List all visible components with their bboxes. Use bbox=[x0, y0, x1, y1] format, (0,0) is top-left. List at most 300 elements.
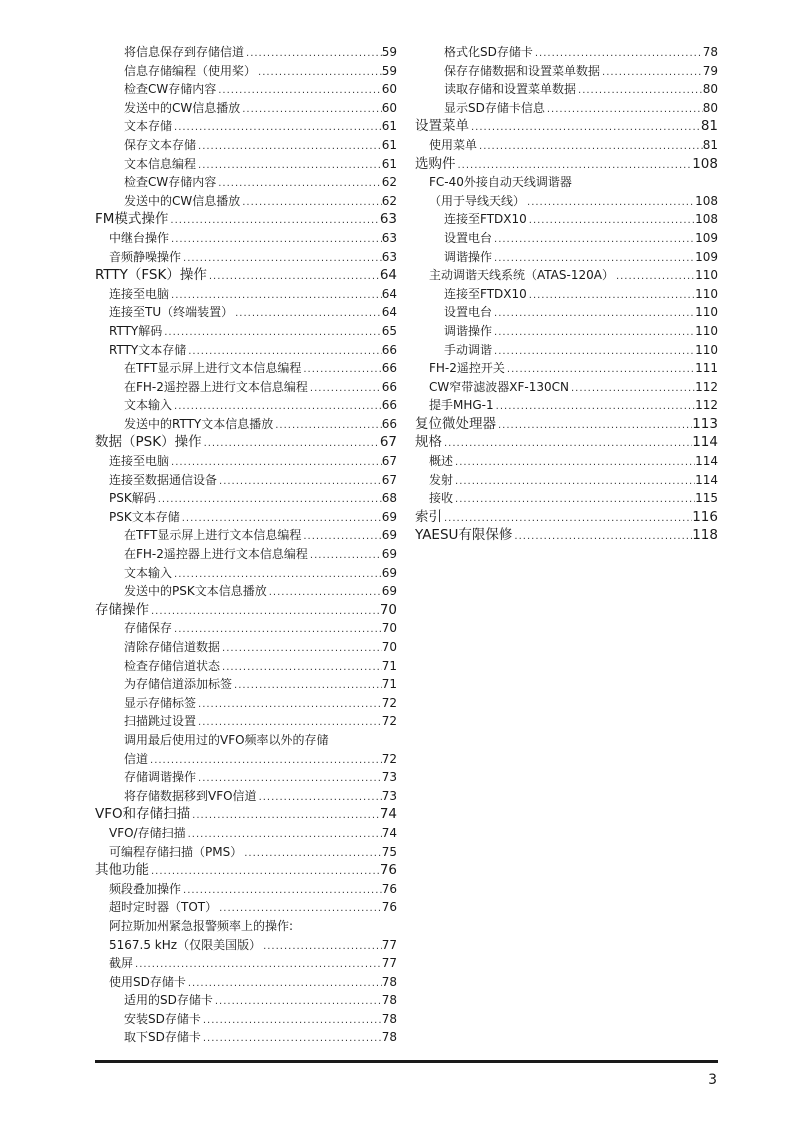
toc-entry-title: 索引 bbox=[415, 508, 442, 525]
toc-entry-title: VFO/存储扫描 bbox=[109, 825, 186, 840]
toc-entry[interactable] bbox=[415, 173, 718, 192]
toc-entry-title: 在TFT显示屏上进行文本信息编程 bbox=[124, 528, 302, 543]
toc-entry-title: RTTY文本存储 bbox=[109, 342, 187, 357]
toc-entry-title: 存储调谐操作 bbox=[124, 770, 197, 785]
toc-entry[interactable] bbox=[95, 117, 397, 136]
toc-leader-dots bbox=[201, 1030, 382, 1049]
toc-entry-title: 检查存储信道状态 bbox=[124, 658, 221, 673]
toc-entry[interactable] bbox=[415, 433, 718, 452]
toc-entry[interactable] bbox=[95, 973, 397, 992]
toc-entry[interactable] bbox=[95, 341, 397, 360]
toc-entry-page: 80 bbox=[702, 100, 718, 115]
toc-leader-dots bbox=[614, 268, 695, 287]
toc-leader-dots bbox=[492, 343, 695, 362]
toc-entry-title: 中继台操作 bbox=[109, 230, 170, 245]
toc-entry-title: PSK文本存储 bbox=[109, 509, 180, 524]
toc-entry[interactable] bbox=[95, 62, 397, 81]
toc-entry[interactable] bbox=[95, 378, 397, 397]
toc-entry[interactable] bbox=[95, 694, 397, 713]
toc-entry-title: FC-40外接自动天线调谐器 bbox=[429, 175, 572, 190]
toc-entry[interactable] bbox=[95, 136, 397, 155]
toc-leader-dots bbox=[196, 157, 382, 176]
toc-entry-title: FH-2遥控开关 bbox=[429, 361, 505, 376]
toc-entry[interactable] bbox=[95, 1028, 397, 1047]
toc-entry-title: 设置电台 bbox=[444, 230, 493, 245]
toc-entry-page: 81 bbox=[700, 118, 718, 135]
toc-entry[interactable] bbox=[95, 619, 397, 638]
toc-entry-page: 64 bbox=[381, 286, 397, 301]
toc-entry[interactable] bbox=[95, 80, 397, 99]
toc-entry[interactable] bbox=[415, 62, 718, 81]
toc-entry[interactable] bbox=[95, 601, 397, 620]
toc-entry[interactable] bbox=[95, 805, 397, 824]
toc-leader-dots bbox=[492, 324, 695, 343]
toc-entry-title: 连接至电脑 bbox=[109, 454, 170, 469]
toc-entry[interactable] bbox=[95, 359, 397, 378]
toc-entry[interactable] bbox=[95, 1010, 397, 1029]
toc-entry-title: 发送中的RTTY文本信息播放 bbox=[124, 416, 274, 431]
toc-entry[interactable] bbox=[95, 917, 397, 936]
toc-entry-page: 81 bbox=[702, 137, 718, 152]
toc-entry-title: 保存存储数据和设置菜单数据 bbox=[444, 63, 601, 78]
toc-leader-dots bbox=[240, 194, 381, 213]
toc-leader-dots bbox=[233, 305, 382, 324]
toc-entry[interactable] bbox=[95, 843, 397, 862]
toc-entry-page: 110 bbox=[695, 323, 718, 338]
toc-entry[interactable] bbox=[95, 210, 397, 229]
toc-leader-dots bbox=[244, 45, 382, 64]
toc-entry-page: 71 bbox=[381, 658, 397, 673]
toc-leader-dots bbox=[196, 696, 382, 715]
toc-entry-title: 文本输入 bbox=[124, 565, 173, 580]
toc-entry[interactable] bbox=[95, 657, 397, 676]
toc-entry-title: 适用的SD存储卡 bbox=[124, 993, 213, 1008]
toc-entry[interactable] bbox=[95, 489, 397, 508]
toc-entry-page: 72 bbox=[381, 714, 397, 729]
toc-entry[interactable] bbox=[95, 787, 397, 806]
toc-entry-page: 114 bbox=[695, 472, 718, 487]
toc-entry-page: 69 bbox=[381, 509, 397, 524]
toc-entry-page: 77 bbox=[381, 937, 397, 952]
toc-entry-page: 59 bbox=[381, 63, 397, 78]
toc-entry-title: 文本信息编程 bbox=[124, 156, 197, 171]
toc-entry-title: 存储操作 bbox=[95, 601, 149, 618]
toc-entry[interactable] bbox=[415, 526, 718, 545]
toc-entry-title: 连接至数据通信设备 bbox=[109, 472, 218, 487]
toc-entry[interactable] bbox=[415, 43, 718, 62]
toc-entry[interactable] bbox=[95, 731, 397, 750]
toc-entry-page: 112 bbox=[695, 398, 718, 413]
toc-entry-title: 为存储信道添加标签 bbox=[124, 677, 233, 692]
toc-entry[interactable] bbox=[95, 954, 397, 973]
page-number: 3 bbox=[708, 1072, 717, 1088]
toc-leader-dots bbox=[232, 677, 382, 696]
toc-entry-page: 78 bbox=[381, 974, 397, 989]
toc-entry-title: 使用菜单 bbox=[429, 137, 478, 152]
toc-entry-title: 5167.5 kHz（仅限美国版） bbox=[109, 937, 262, 952]
toc-leader-dots bbox=[213, 993, 382, 1012]
toc-leader-dots bbox=[545, 101, 703, 120]
toc-entry-title: 信道 bbox=[124, 751, 149, 766]
toc-entry[interactable] bbox=[95, 173, 397, 192]
toc-entry-title: CW窄带滤波器XF-130CN bbox=[429, 379, 569, 394]
toc-entry-title: 截屏 bbox=[109, 956, 134, 971]
toc-leader-dots bbox=[267, 584, 382, 603]
toc-entry-title: 超时定时器（TOT） bbox=[109, 900, 218, 915]
toc-entry-page: 61 bbox=[381, 156, 397, 171]
toc-entry[interactable] bbox=[415, 452, 718, 471]
toc-entry-title: 将信息保存到存储信道 bbox=[124, 45, 245, 59]
toc-entry-title: 文本存储 bbox=[124, 119, 173, 134]
toc-entry[interactable] bbox=[415, 415, 718, 434]
toc-entry-page: 114 bbox=[695, 454, 718, 469]
toc-entry-page: 110 bbox=[695, 286, 718, 301]
toc-entry[interactable] bbox=[415, 378, 718, 397]
toc-leader-dots bbox=[527, 212, 695, 231]
toc-entry-title: 复位微处理器 bbox=[415, 415, 496, 432]
toc-entry-page: 63 bbox=[381, 230, 397, 245]
toc-entry[interactable] bbox=[95, 322, 397, 341]
toc-leader-dots bbox=[576, 82, 703, 101]
toc-entry[interactable] bbox=[95, 266, 397, 285]
toc-leader-dots bbox=[242, 845, 382, 864]
toc-leader-dots bbox=[201, 1012, 382, 1031]
toc-entry[interactable] bbox=[415, 322, 718, 341]
toc-entry-title: 保存文本存储 bbox=[124, 137, 197, 152]
toc-leader-dots bbox=[273, 417, 381, 436]
toc-entry[interactable] bbox=[95, 526, 397, 545]
toc-entry-page: 67 bbox=[381, 472, 397, 487]
toc-entry-title: VFO和存储扫描 bbox=[95, 806, 191, 823]
toc-entry[interactable] bbox=[95, 824, 397, 843]
toc-entry[interactable] bbox=[95, 99, 397, 118]
toc-leader-dots bbox=[257, 789, 382, 808]
toc-entry[interactable] bbox=[415, 266, 718, 285]
toc-entry-title: 存储保存 bbox=[124, 621, 173, 636]
toc-entry[interactable] bbox=[95, 396, 397, 415]
toc-entry-title: 扫描跳过设置 bbox=[124, 714, 197, 729]
toc-entry[interactable] bbox=[95, 43, 397, 62]
toc-leader-dots bbox=[196, 138, 382, 157]
toc-entry[interactable] bbox=[95, 285, 397, 304]
toc-entry-page: 112 bbox=[695, 379, 718, 394]
toc-leader-dots bbox=[207, 268, 380, 287]
toc-entry[interactable] bbox=[415, 303, 718, 322]
toc-entry-title: 音频静噪操作 bbox=[109, 249, 182, 264]
toc-entry-page: 66 bbox=[381, 398, 397, 413]
toc-entry-title: 选购件 bbox=[415, 155, 456, 172]
toc-leader-dots bbox=[217, 473, 382, 492]
toc-entry[interactable] bbox=[415, 359, 718, 378]
toc-entry[interactable] bbox=[95, 638, 397, 657]
toc-entry-page: 66 bbox=[381, 361, 397, 376]
toc-entry-title: FM模式操作 bbox=[95, 211, 169, 228]
toc-entry-title: RTTY解码 bbox=[109, 323, 163, 338]
toc-entry-title: 在TFT显示屏上进行文本信息编程 bbox=[124, 361, 302, 376]
toc-entry[interactable] bbox=[95, 155, 397, 174]
toc-entry[interactable] bbox=[95, 564, 397, 583]
toc-entry-title: 安装SD存储卡 bbox=[124, 1011, 201, 1026]
toc-entry[interactable] bbox=[95, 768, 397, 787]
toc-entry-page: 116 bbox=[692, 508, 718, 525]
toc-entry-page: 63 bbox=[381, 249, 397, 264]
toc-entry-title: 发送中的PSK文本信息播放 bbox=[124, 584, 267, 599]
toc-entry[interactable] bbox=[415, 285, 718, 304]
toc-entry[interactable] bbox=[415, 136, 718, 155]
toc-leader-dots bbox=[494, 398, 695, 417]
toc-leader-dots bbox=[261, 938, 382, 957]
toc-leader-dots bbox=[202, 435, 380, 454]
toc-entry-page: 118 bbox=[692, 527, 718, 544]
toc-entry-page: 78 bbox=[381, 1011, 397, 1026]
toc-leader-dots bbox=[442, 435, 692, 454]
toc-entry-title: 格式化SD存储卡 bbox=[444, 45, 533, 59]
toc-entry-title: 连接至电脑 bbox=[109, 286, 170, 301]
toc-leader-dots bbox=[190, 807, 380, 826]
toc-leader-dots bbox=[172, 119, 382, 138]
toc-entry-page: 108 bbox=[695, 212, 718, 227]
toc-entry-title: 概述 bbox=[429, 454, 454, 469]
toc-entry-page: 73 bbox=[381, 770, 397, 785]
toc-entry-title: 发送中的CW信息播放 bbox=[124, 193, 241, 208]
toc-entry[interactable] bbox=[95, 898, 397, 917]
toc-leader-dots bbox=[220, 640, 382, 659]
toc-entry-title: 调谐操作 bbox=[444, 323, 493, 338]
toc-leader-dots bbox=[168, 212, 379, 231]
toc-entry-page: 108 bbox=[695, 193, 718, 208]
toc-entry[interactable] bbox=[95, 545, 397, 564]
toc-entry[interactable] bbox=[95, 936, 397, 955]
toc-entry[interactable] bbox=[95, 508, 397, 527]
toc-entry[interactable] bbox=[95, 415, 397, 434]
toc-entry[interactable] bbox=[415, 210, 718, 229]
toc-entry-page: 69 bbox=[381, 528, 397, 543]
toc-entry-page: 66 bbox=[381, 342, 397, 357]
toc-entry[interactable] bbox=[95, 229, 397, 248]
toc-entry-title: 手动调谐 bbox=[444, 342, 493, 357]
toc-leader-dots bbox=[512, 528, 692, 547]
toc-entry[interactable] bbox=[415, 396, 718, 415]
toc-entry[interactable] bbox=[415, 99, 718, 118]
toc-leader-dots bbox=[569, 380, 695, 399]
toc-entry-title: 取下SD存储卡 bbox=[124, 1030, 201, 1045]
toc-entry[interactable] bbox=[415, 489, 718, 508]
toc-entry-page: 70 bbox=[379, 601, 397, 618]
toc-entry[interactable] bbox=[95, 861, 397, 880]
toc-leader-dots bbox=[181, 250, 382, 269]
toc-entry-page: 60 bbox=[381, 100, 397, 115]
toc-leader-dots bbox=[527, 287, 695, 306]
toc-entry[interactable] bbox=[95, 712, 397, 731]
toc-entry-page: 68 bbox=[381, 491, 397, 506]
toc-entry-page: 108 bbox=[692, 155, 718, 172]
toc-entry-title: 文本输入 bbox=[124, 398, 173, 413]
toc-entry-page: 72 bbox=[381, 751, 397, 766]
toc-entry-page: 65 bbox=[381, 323, 397, 338]
toc-entry[interactable] bbox=[415, 341, 718, 360]
toc-entry[interactable] bbox=[415, 248, 718, 267]
toc-entry[interactable] bbox=[95, 471, 397, 490]
toc-entry-title: （用于导线天线） bbox=[429, 193, 526, 208]
toc-entry-title: 连接至FTDX10 bbox=[444, 212, 527, 227]
toc-entry[interactable] bbox=[415, 508, 718, 527]
toc-entry-title: 主动调谐天线系统（ATAS-120A） bbox=[429, 268, 614, 283]
toc-entry-page: 78 bbox=[381, 1030, 397, 1045]
toc-entry-page: 69 bbox=[381, 565, 397, 580]
toc-entry[interactable] bbox=[95, 192, 397, 211]
toc-entry-title: 信息存储编程（使用桨） bbox=[124, 63, 257, 78]
toc-entry-page: 79 bbox=[702, 63, 718, 78]
toc-leader-dots bbox=[240, 101, 381, 120]
toc-entry-title: 读取存储和设置菜单数据 bbox=[444, 82, 577, 97]
toc-entry-title: 将存储数据移到VFO信道 bbox=[124, 788, 257, 803]
toc-leader-dots bbox=[156, 491, 382, 510]
toc-entry[interactable] bbox=[415, 471, 718, 490]
toc-entry[interactable] bbox=[95, 582, 397, 601]
toc-leader-dots bbox=[308, 380, 382, 399]
toc-leader-dots bbox=[308, 547, 382, 566]
toc-entry-page: 115 bbox=[695, 491, 718, 506]
toc-leader-dots bbox=[469, 119, 701, 138]
toc-leader-dots bbox=[301, 528, 381, 547]
toc-leader-dots bbox=[301, 361, 381, 380]
toc-entry-title: 使用SD存储卡 bbox=[109, 974, 186, 989]
toc-entry-page: 60 bbox=[381, 82, 397, 97]
toc-entry-title: 发送中的CW信息播放 bbox=[124, 100, 241, 115]
toc-entry-page: 109 bbox=[695, 230, 718, 245]
toc-entry-page: 110 bbox=[695, 342, 718, 357]
toc-leader-dots bbox=[453, 491, 695, 510]
toc-entry-page: 59 bbox=[381, 45, 397, 59]
toc-entry-page: 74 bbox=[379, 806, 397, 823]
toc-entry-page: 111 bbox=[695, 361, 718, 376]
toc-leader-dots bbox=[496, 417, 692, 436]
toc-entry-page: 110 bbox=[695, 305, 718, 320]
toc-entry-page: 114 bbox=[692, 434, 718, 451]
toc-entry-title: 数据（PSK）操作 bbox=[95, 434, 202, 451]
toc-leader-dots bbox=[169, 231, 382, 250]
toc-entry-page: 73 bbox=[381, 788, 397, 803]
toc-entry[interactable] bbox=[415, 155, 718, 174]
toc-entry-page: 66 bbox=[381, 416, 397, 431]
toc-entry[interactable] bbox=[95, 750, 397, 769]
toc-entry-page: 64 bbox=[379, 267, 397, 284]
toc-entry-page: 66 bbox=[381, 379, 397, 394]
toc-leader-dots bbox=[256, 64, 382, 83]
toc-entry-page: 75 bbox=[381, 844, 397, 859]
toc-entry-title: 调用最后使用过的VFO频率以外的存储 bbox=[124, 732, 329, 747]
toc-entry-title: 其他功能 bbox=[95, 862, 149, 879]
toc-entry[interactable] bbox=[415, 229, 718, 248]
toc-entry-page: 113 bbox=[692, 415, 718, 432]
toc-entry[interactable] bbox=[95, 248, 397, 267]
toc-entry-title: 提手MHG-1 bbox=[429, 398, 494, 413]
toc-entry[interactable] bbox=[95, 991, 397, 1010]
toc-entry-title: 在FH-2遥控器上进行文本信息编程 bbox=[124, 547, 308, 562]
toc-leader-dots bbox=[453, 454, 695, 473]
toc-entry[interactable] bbox=[95, 303, 397, 322]
toc-leader-dots bbox=[220, 659, 382, 678]
toc-leader-dots bbox=[149, 603, 380, 622]
toc-entry-title: 显示存储标签 bbox=[124, 695, 197, 710]
toc-leader-dots bbox=[162, 324, 381, 343]
toc-entry-title: 设置菜单 bbox=[415, 118, 469, 135]
toc-entry-page: 109 bbox=[695, 249, 718, 264]
toc-entry[interactable] bbox=[95, 880, 397, 899]
toc-entry-title: 连接至FTDX10 bbox=[444, 286, 527, 301]
toc-leader-dots bbox=[186, 975, 382, 994]
toc-entry-page: 67 bbox=[379, 434, 397, 451]
toc-entry-title: 设置电台 bbox=[444, 305, 493, 320]
toc-entry-title: 检查CW存储内容 bbox=[124, 175, 217, 190]
toc-entry-page: 71 bbox=[381, 677, 397, 692]
toc-entry-page: 70 bbox=[381, 640, 397, 654]
toc-entry-page: 67 bbox=[381, 454, 397, 469]
toc-entry-title: 显示SD存储卡信息 bbox=[444, 100, 545, 115]
toc-entry-page: 110 bbox=[695, 268, 718, 283]
toc-leader-dots bbox=[477, 138, 703, 157]
toc-entry-page: 76 bbox=[381, 881, 397, 896]
toc-entry-title: 连接至TU（终端装置） bbox=[109, 305, 234, 320]
footer-rule bbox=[95, 1060, 718, 1063]
toc-entry-title: YAESU有限保修 bbox=[415, 527, 513, 544]
toc-entry-page: 62 bbox=[381, 175, 397, 190]
toc-entry-title: 发射 bbox=[429, 472, 454, 487]
toc-left-column bbox=[95, 43, 397, 1047]
toc-entry-page: 78 bbox=[702, 45, 718, 59]
toc-entry-title: 接收 bbox=[429, 491, 454, 506]
toc-leader-dots bbox=[216, 175, 381, 194]
toc-leader-dots bbox=[600, 64, 703, 83]
toc-entry-page: 64 bbox=[381, 305, 397, 320]
toc-entry-page: 63 bbox=[379, 211, 397, 228]
toc-entry-title: RTTY（FSK）操作 bbox=[95, 267, 207, 284]
toc-entry[interactable] bbox=[415, 80, 718, 99]
toc-leader-dots bbox=[525, 194, 695, 213]
toc-entry[interactable] bbox=[95, 452, 397, 471]
toc-entry-page: 70 bbox=[381, 621, 397, 636]
toc-leader-dots bbox=[149, 863, 380, 882]
toc-entry-title: 可编程存储扫描（PMS） bbox=[109, 844, 243, 859]
toc-entry-page: 61 bbox=[381, 137, 397, 152]
toc-entry-page: 61 bbox=[381, 119, 397, 134]
toc-entry-page: 69 bbox=[381, 584, 397, 599]
toc-entry-title: PSK解码 bbox=[109, 491, 156, 506]
toc-entry-title: 频段叠加操作 bbox=[109, 881, 182, 896]
toc-entry[interactable] bbox=[95, 675, 397, 694]
toc-leader-dots bbox=[492, 305, 695, 324]
toc-entry-page: 80 bbox=[702, 82, 718, 97]
toc-entry-page: 69 bbox=[381, 547, 397, 562]
toc-entry-title: 清除存储信道数据 bbox=[124, 640, 221, 654]
toc-entry-page: 76 bbox=[381, 900, 397, 915]
toc-entry[interactable] bbox=[415, 192, 718, 211]
toc-entry-title: 调谐操作 bbox=[444, 249, 493, 264]
toc-entry-page: 77 bbox=[381, 956, 397, 971]
toc-right-column bbox=[415, 43, 718, 545]
toc-leader-dots bbox=[492, 231, 695, 250]
toc-entry[interactable] bbox=[95, 433, 397, 452]
toc-entry[interactable] bbox=[415, 117, 718, 136]
toc-entry-title: 检查CW存储内容 bbox=[124, 82, 217, 97]
toc-leader-dots bbox=[216, 82, 381, 101]
toc-entry-page: 74 bbox=[381, 825, 397, 840]
toc-entry-title: 在FH-2遥控器上进行文本信息编程 bbox=[124, 379, 308, 394]
toc-leader-dots bbox=[453, 473, 695, 492]
toc-entry-page: 78 bbox=[381, 993, 397, 1008]
toc-entry-title: 规格 bbox=[415, 434, 442, 451]
toc-entry-page: 76 bbox=[379, 862, 397, 879]
